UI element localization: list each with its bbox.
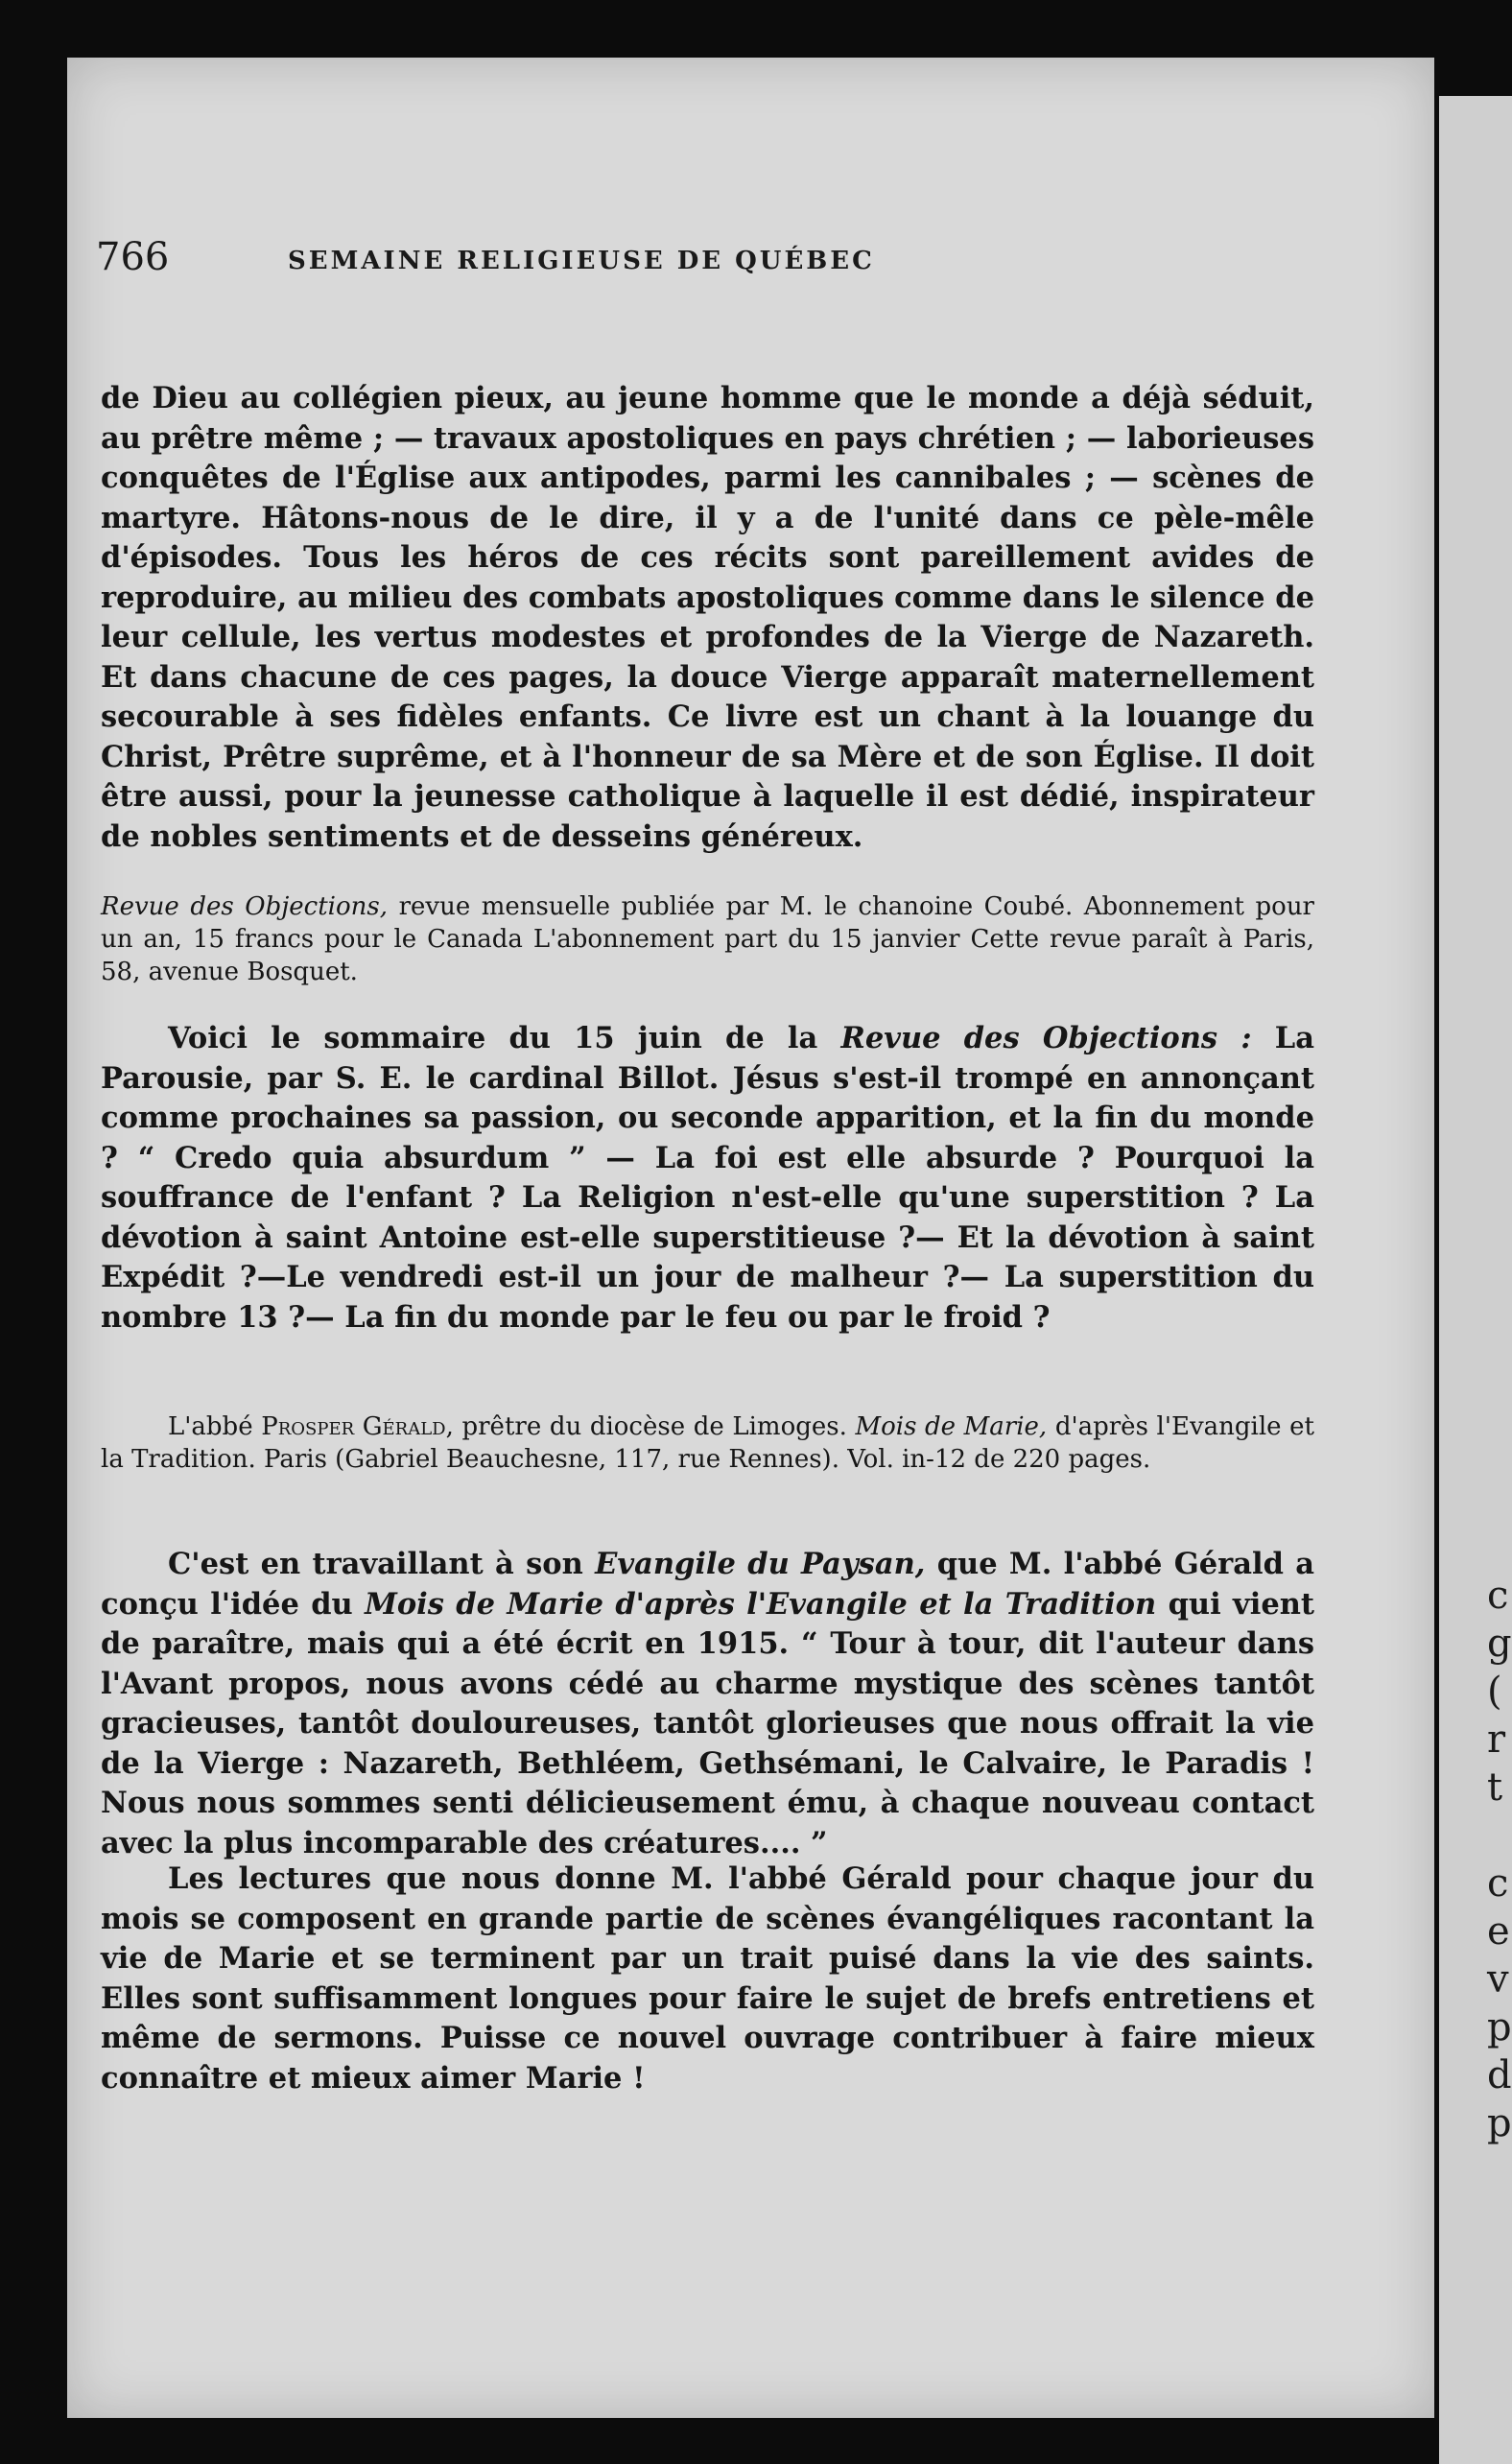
text-run: C'est en travaillant à son	[168, 1547, 596, 1581]
edge-letter: v	[1487, 1957, 1509, 2002]
text-run: prêtre du diocèse de Limoges.	[453, 1412, 856, 1441]
author-name: Prosper Gérald,	[261, 1412, 454, 1441]
text-run: qui vient de paraître, mais qui a été écrit en 1915. “ Tour à tour, dit l'auteur dans l'Avant propos, nous avons cédé au charme mystique des scènes tantôt gracieuses, tantôt douloureuses, tantôt glorieuses que nous offrait la vie de la Vierge : Nazareth, Bethléem, Gethsémani, le Calvaire, le Paradis ! Nous nous sommes senti délicieusement ému, à chaque nouveau contact avec la plus incomparable des créatures.... ”	[101, 1586, 1314, 1860]
notice-text: revue mensuelle publiée par M. le chanoine Coubé. Abonnement pour un an, 15 francs pour le Canada L'abonnement part du 15 janvier Cette revue paraît à Paris, 58, avenue Bosquet.	[101, 892, 1314, 986]
edge-letter: p	[1487, 2005, 1512, 2049]
edge-letter: r	[1487, 1718, 1506, 1762]
edge-letter: c	[1487, 1574, 1509, 1618]
book-title: Evangile du Paysan,	[595, 1547, 926, 1581]
text-run: Voici le sommaire du 15 juin de la	[168, 1021, 841, 1055]
edge-letter: (	[1487, 1670, 1502, 1714]
edge-letter: t	[1487, 1765, 1503, 1810]
text-run: La Parousie, par S. E. le cardinal Billot. Jésus s'est-il trompé en annonçant comme prochaines sa passion, ou seconde apparition, et la fin du monde ? “ Credo quia absurdum ” — La foi est elle absurde ? Pourquoi la souffrance de l'enfant ? La Religion n'est-elle qu'une superstition ? La dévotion à saint Antoine est-elle superstitieuse ?— Et la dévotion à saint Expédit ?—Le vendredi est-il un jour de malheur ?— La superstition du nombre 13 ?— La fin du monde par le feu ou par le froid ?	[101, 1021, 1314, 1335]
text-run: L'abbé	[168, 1412, 262, 1441]
journal-title: Revue des Objections :	[840, 1021, 1252, 1055]
paragraph-2	[101, 1019, 1314, 1338]
paragraph-3	[101, 1545, 1314, 1863]
edge-letter: e	[1487, 1909, 1510, 1954]
book-title: Mois de Marie d'après l'Evangile et la Tradition	[365, 1586, 1157, 1622]
page-header	[96, 235, 1334, 293]
paragraph-1: de Dieu au collégien pieux, au jeune homme que le monde a déjà séduit, au prêtre même ; — travaux apostoliques en pays chrétien ; — laborieuses conquêtes de l'Église aux antipodes, parmi les cannibales ; — scènes de martyre. Hâtons-nous de le dire, il y a de l'unité dans ce pèle-mêle d'épisodes. Tous les héros de ces récits sont pareillement avides de reproduire, au milieu des combats apostoliques comme dans le silence de leur cellule, les vertus modestes et profondes de la Vierge de Nazareth. Et dans chacune de ces pages, la douce Vierge apparaît maternellement secourable à ses fidèles enfants. Ce livre est un chant à la louange du Christ, Prêtre suprême, et à l'honneur de sa Mère et de son Église. Il doit être aussi, pour la jeunesse catholique à laquelle il est dédié, inspirateur de nobles sentiments et de desseins généreux.	[101, 381, 1314, 854]
text-run: que M. l'abbé Gérald a conçu l'idée du	[101, 1547, 1314, 1622]
text-run: d'après l'Evangile et la Tradition. Paris (Gabriel Beauchesne, 117, rue Rennes). Vol. in-12 de 220 pages.	[101, 1412, 1314, 1474]
notice-mois-de-marie	[101, 1410, 1314, 1476]
edge-letter: p	[1487, 2101, 1512, 2145]
edge-letter: c	[1487, 1861, 1509, 1906]
page-number: 766	[96, 235, 170, 279]
paragraph-4: Les lectures que nous donne M. l'abbé Gérald pour chaque jour du mois se composent en grande partie de scènes évangéliques racontant la vie de Marie et se terminent par un trait puisé dans la vie des saints. Elles sont suffisamment longues pour faire le sujet de brefs entretiens et même de sermons. Puisse ce nouvel ouvrage contribuer à faire mieux connaître et mieux aimer Marie !	[101, 1861, 1314, 2096]
edge-letter: d	[1487, 2053, 1512, 2097]
book-title: Mois de Marie,	[855, 1412, 1048, 1441]
running-title: SEMAINE RELIGIEUSE DE QUÉBEC	[288, 247, 875, 275]
notice-revue-objections	[101, 890, 1314, 988]
edge-letter: g	[1487, 1622, 1512, 1666]
notice-title: Revue des Objections,	[101, 892, 389, 921]
facing-page-edge	[1439, 96, 1512, 2464]
